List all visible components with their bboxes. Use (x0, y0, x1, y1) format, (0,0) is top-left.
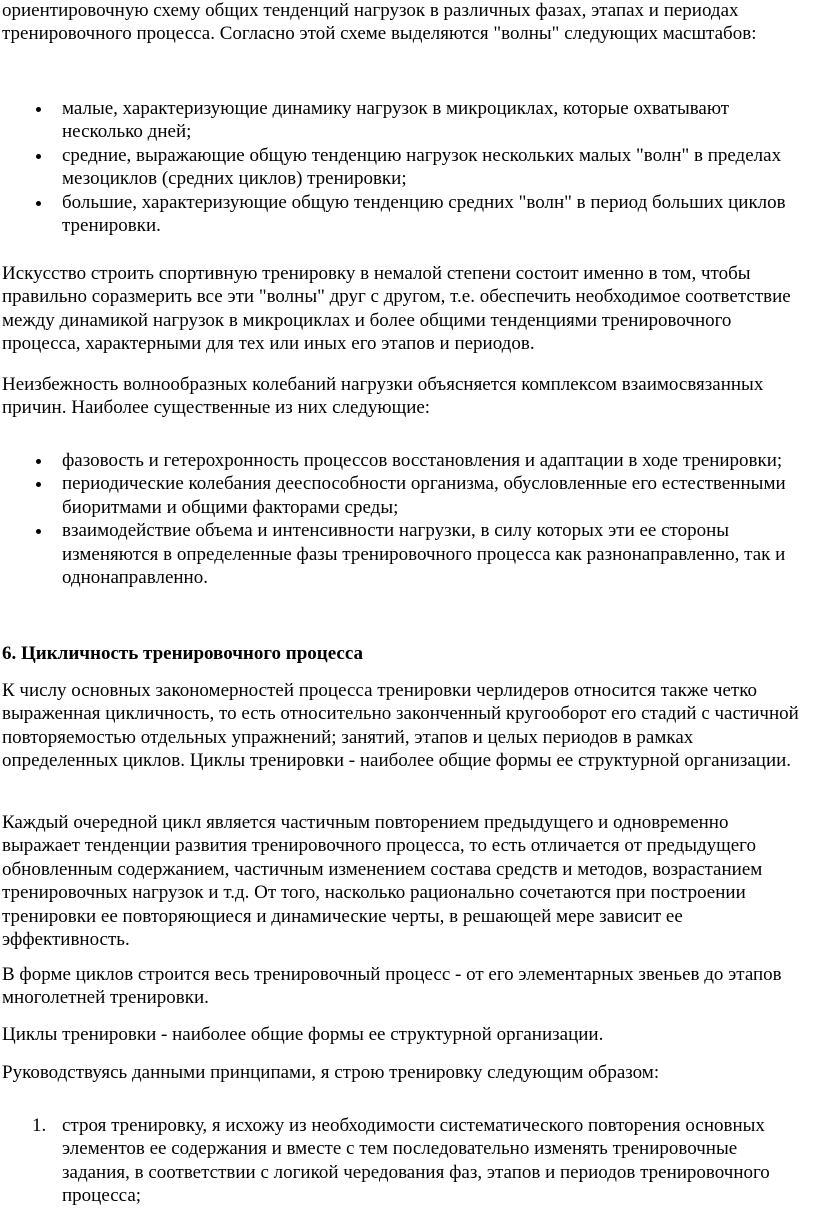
list-item: периодические колебания дееспособности организма, обусловленные его естественными биоритмами и общими факторами среды; (2, 472, 806, 519)
waves-list (2, 97, 806, 237)
list-item-text: строя тренировку, я исхожу из необходимости систематического повторения основных элементов ее содержания и вместе с тем последовательно изменять тренировочные задания, в соответствии с логикой чередования фаз, этапов и периодов тренировочного процесса; (62, 1115, 770, 1207)
list-item (2, 1114, 806, 1208)
cyclicity-paragraph: К числу основных закономерностей процесса тренировки черлидеров относится также четко выраженная цикличность, то есть относительно законченный кругооборот его стадий с частичной повторяемостью отдельных упражнений; занятий, этапов и целых периодов в рамках определенных циклов. Циклы тренировки - наиболее общие формы ее структурной организации. (2, 680, 799, 772)
list-item: средние, выражающие общую тенденцию нагрузок нескольких малых "волн" в пределах мезоциклов (средних циклов) тренировки; (2, 144, 806, 191)
section-heading: 6. Цикличность тренировочного процесса (2, 643, 363, 664)
principles-list (2, 1114, 806, 1208)
list-item-number: 1. (32, 1115, 47, 1136)
principles-paragraph: Руководствуясь данными принципами, я строю тренировку следующим образом: (2, 1062, 660, 1083)
cycle-form-paragraph: В форме циклов строится весь тренировочный процесс - от его элементарных звеньев до этапов многолетней тренировки. (2, 964, 782, 1009)
list-item: малые, характеризующие динамику нагрузок в микроциклах, которые охватывают несколько дней; (2, 97, 806, 144)
intro-paragraph: ориентировочную схему общих тенденций нагрузок в различных фазах, этапах и периодах тренировочного процесса. Согласно этой схеме выделяются "волны" следующих масштабов: (2, 0, 757, 45)
list-item: большие, характеризующие общую тенденцию средних "волн" в период больших циклов тренировки. (2, 191, 806, 238)
art-paragraph: Искусство строить спортивную тренировку в немалой степени состоит именно в том, чтобы правильно соразмерить все эти "волны" друг с другом, т.е. обеспечить необходимое соответствие между динамикой нагрузок в микроциклах и более общими тенденциями тренировочного процесса, характерными для тех или иных его этапов и периодов. (2, 263, 791, 355)
cycles-general-paragraph: Циклы тренировки - наиболее общие формы ее структурной организации. (2, 1024, 604, 1045)
causes-paragraph: Неизбежность волнообразных колебаний нагрузки объясняется комплексом взаимосвязанных причин. Наиболее существенные из них следующие: (2, 374, 764, 419)
each-cycle-paragraph: Каждый очередной цикл является частичным повторением предыдущего и одновременно выражает тенденции развития тренировочного процесса, то есть отличается от предыдущего обновленным содержанием, частичным изменением состава средств и методов, возрастанием тренировочных нагрузок и т.д. От того, насколько рационально сочетаются при построении тренировки ее повторяющиеся и динамические черты, в решающей мере зависит ее эффективность. (2, 812, 763, 951)
causes-list (2, 449, 806, 589)
list-item: взаимодействие объема и интенсивности нагрузки, в силу которых эти ее стороны изменяются в определенные фазы тренировочного процесса как разнонаправленно, так и однонаправленно. (2, 519, 806, 589)
list-item: фазовость и гетерохронность процессов восстановления и адаптации в ходе тренировки; (2, 449, 806, 472)
